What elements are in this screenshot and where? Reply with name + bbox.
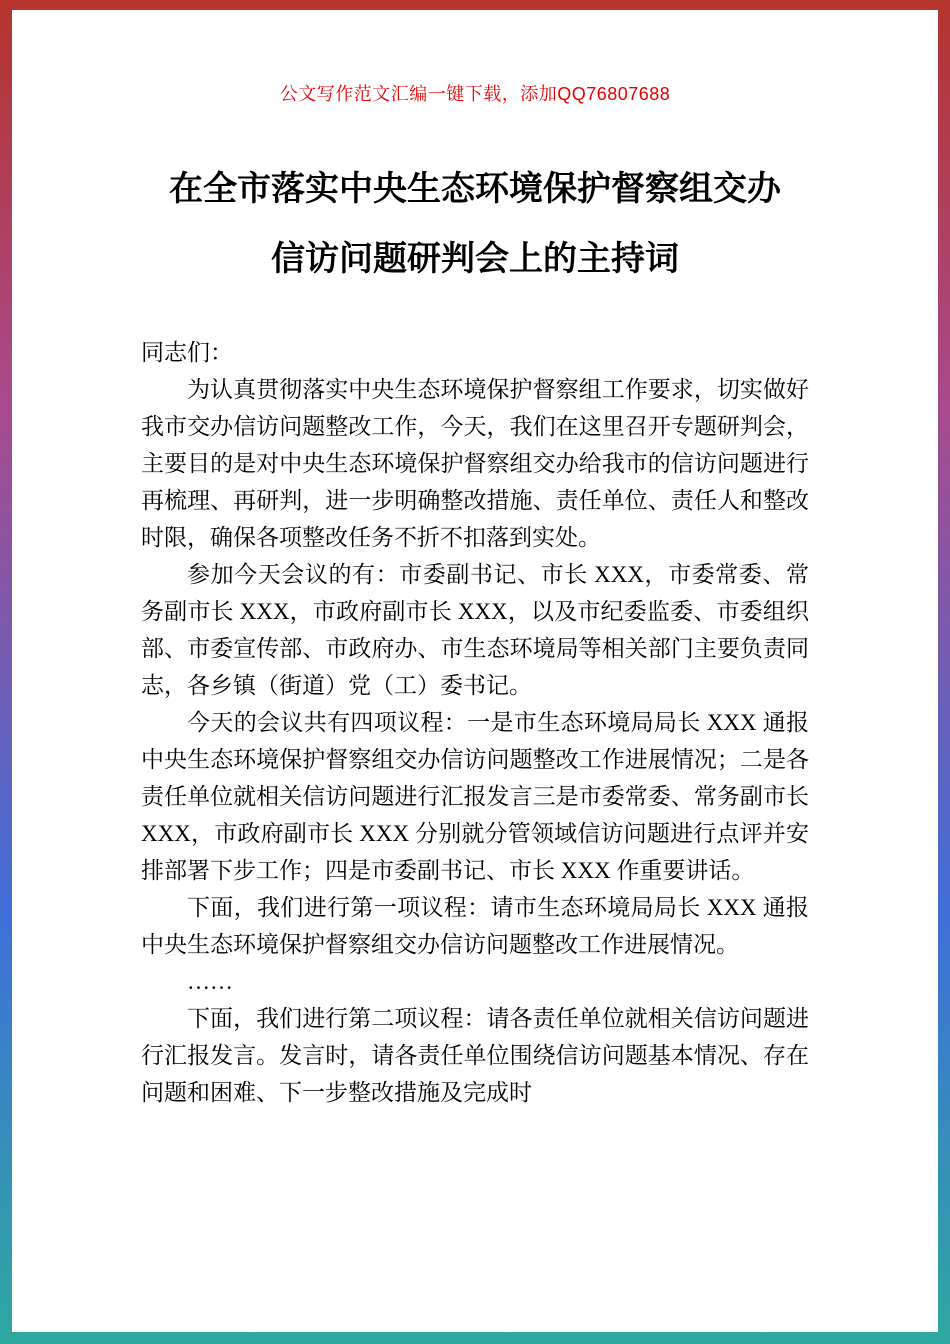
paragraph: 下面，我们进行第一项议程：请市生态环境局局长 XXX 通报中央生态环境保护督察组交办信访问题整改工作进展情况。 xyxy=(141,895,809,957)
document-title-line-2: 信访问题研判会上的主持词 xyxy=(271,240,679,278)
paragraph: 今天的会议共有四项议程：一是市生态环境局局长 XXX 通报中央生态环境保护督察组交办信访问题整改工作进展情况；二是各责任单位就相关信访问题进行汇报发言三是市委常委、常务副市长 XXX，市政府副市长 XXX 分别就分管领域信访问题进行点评并安排部署下步工作；四是市委副书记、市长 XXX 作重要讲话。 xyxy=(141,710,809,883)
promo-banner: 公文写作范文汇编一键下载，添加QQ76807688 xyxy=(279,84,671,104)
paragraph: 参加今天会议的有：市委副书记、市长 XXX，市委常委、常务副市长 XXX，市政府副市长 XXX，以及市纪委监委、市委组织部、市委宣传部、市政府办、市生态环境局等相关部门主要负责同志，各乡镇（街道）党（工）委书记。 xyxy=(141,562,809,698)
paragraph-salutation: 同志们： xyxy=(141,340,233,365)
document-page xyxy=(12,10,938,1332)
document-body xyxy=(141,334,809,1111)
paragraph: 下面，我们进行第二项议程：请各责任单位就相关信访问题进行汇报发言。发言时，请各责任单位围绕信访问题基本情况、存在问题和困难、下一步整改措施及完成时 xyxy=(141,1006,809,1105)
paragraph: 为认真贯彻落实中央生态环境保护督察组工作要求，切实做好我市交办信访问题整改工作，今天，我们在这里召开专题研判会，主要目的是对中央生态环境保护督察组交办给我市的信访问题进行再梳理、再研判，进一步明确整改措施、责任单位、责任人和整改时限，确保各项整改任务不折不扣落到实处。 xyxy=(141,377,809,550)
document-title xyxy=(12,172,938,276)
paragraph-ellipsis: …… xyxy=(187,969,233,994)
document-title-line-1: 在全市落实中央生态环境保护督察组交办 xyxy=(169,170,781,208)
